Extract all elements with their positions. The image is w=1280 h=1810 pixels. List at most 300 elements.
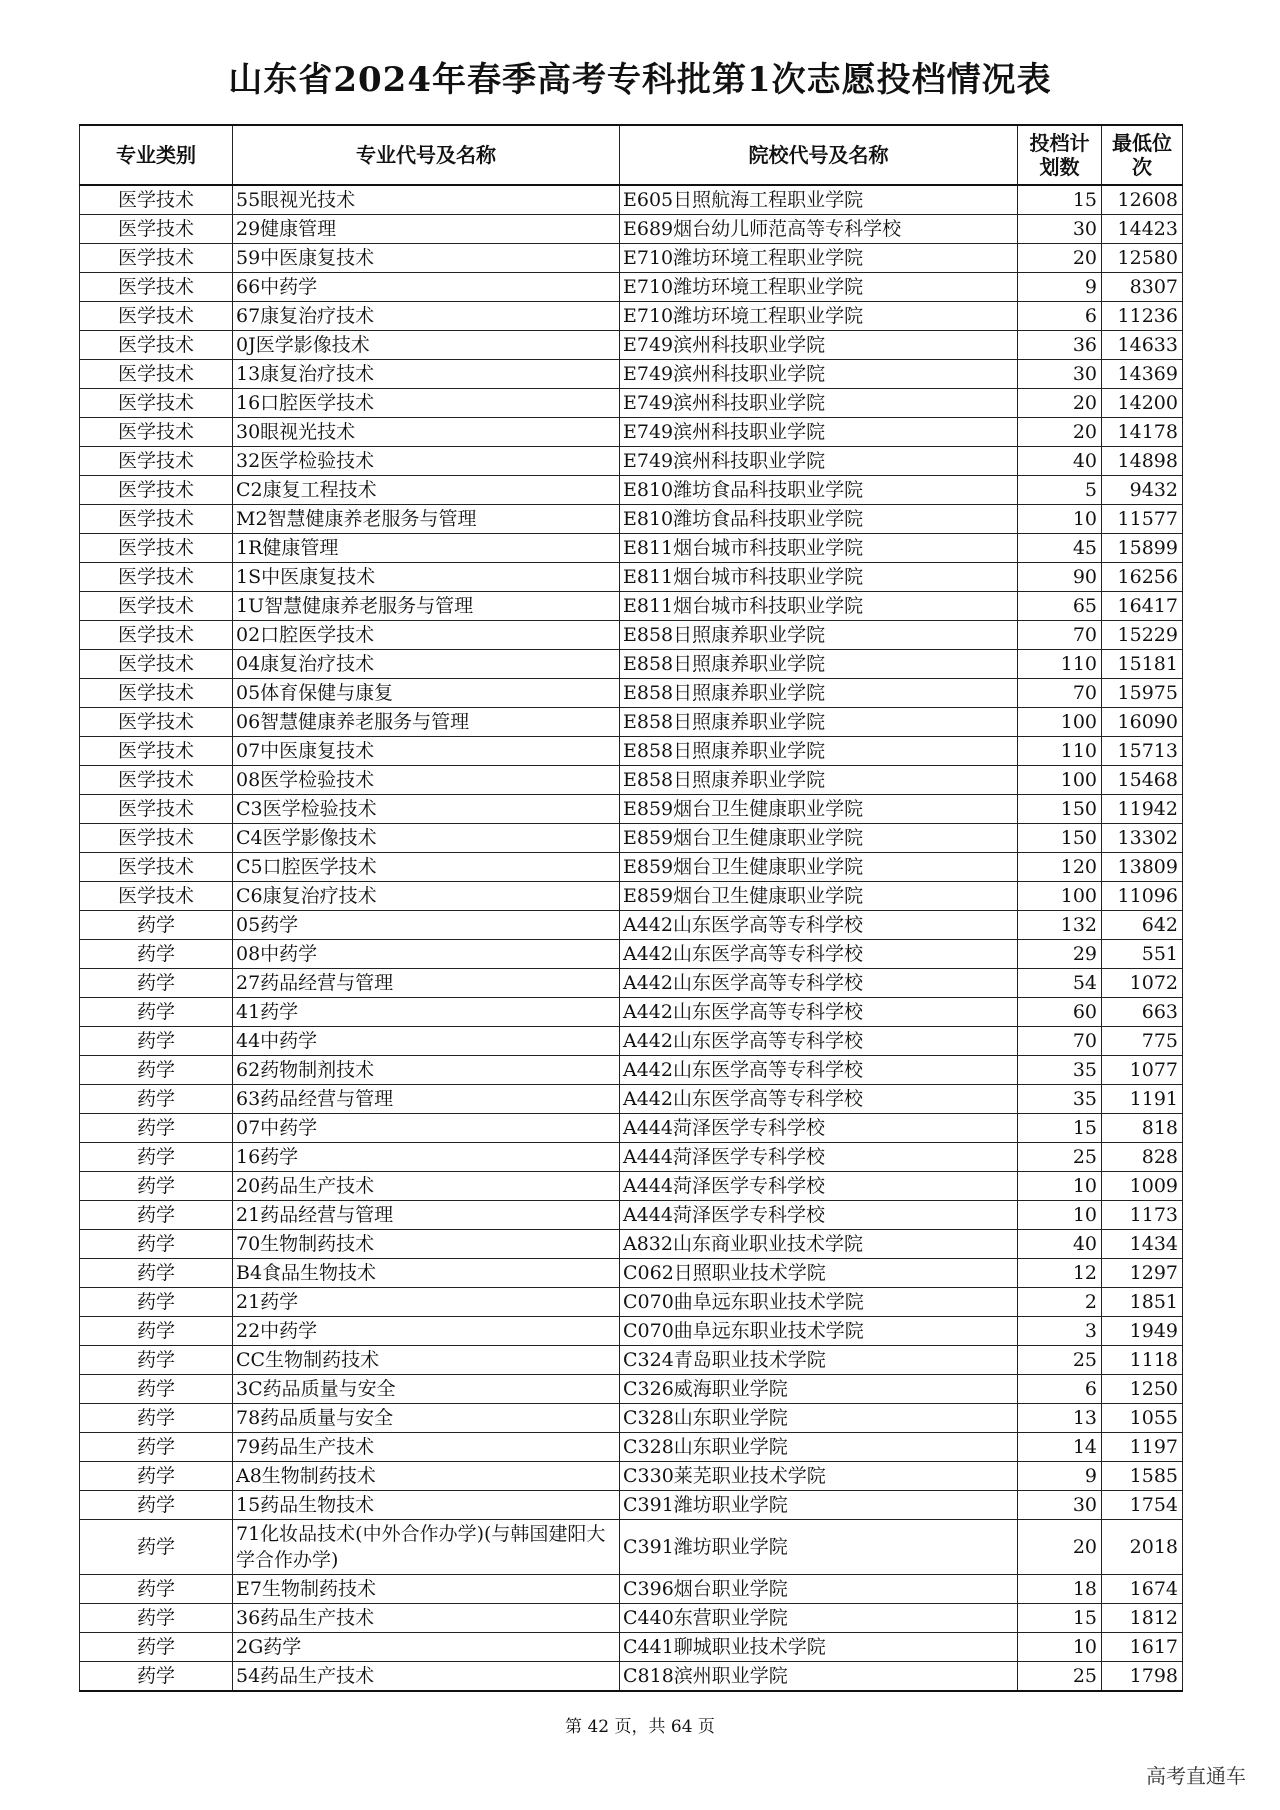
cell-category: 药学 — [80, 1404, 233, 1433]
cell-plan: 9 — [1018, 273, 1102, 302]
table-row — [80, 1346, 1183, 1375]
cell-school: A442山东医学高等专科学校 — [620, 1056, 1018, 1085]
cell-major: 07中药学 — [233, 1114, 620, 1143]
cell-school: E749滨州科技职业学院 — [620, 447, 1018, 476]
cell-rank: 16090 — [1102, 708, 1183, 737]
cell-major: 13康复治疗技术 — [233, 360, 620, 389]
cell-plan: 65 — [1018, 592, 1102, 621]
table-row — [80, 766, 1183, 795]
cell-major: 63药品经营与管理 — [233, 1085, 620, 1114]
table-row — [80, 1230, 1183, 1259]
header-plan: 投档计划数 — [1018, 125, 1102, 185]
header-rank: 最低位次 — [1102, 125, 1183, 185]
cell-rank: 1297 — [1102, 1259, 1183, 1288]
admission-table — [79, 124, 1183, 1692]
cell-school: A442山东医学高等专科学校 — [620, 911, 1018, 940]
cell-category: 医学技术 — [80, 244, 233, 273]
cell-rank: 9432 — [1102, 476, 1183, 505]
table-row — [80, 998, 1183, 1027]
cell-school: E858日照康养职业学院 — [620, 650, 1018, 679]
cell-major: 27药品经营与管理 — [233, 969, 620, 998]
cell-category: 药学 — [80, 1375, 233, 1404]
cell-school: E749滨州科技职业学院 — [620, 418, 1018, 447]
cell-school: C441聊城职业技术学院 — [620, 1633, 1018, 1662]
cell-category: 医学技术 — [80, 737, 233, 766]
page-footer: 第 42 页，共 64 页 — [565, 1717, 715, 1737]
cell-school: E710潍坊环境工程职业学院 — [620, 302, 1018, 331]
table-row — [80, 215, 1183, 244]
cell-school: A442山东医学高等专科学校 — [620, 1027, 1018, 1056]
cell-rank: 1118 — [1102, 1346, 1183, 1375]
cell-school: A442山东医学高等专科学校 — [620, 940, 1018, 969]
cell-plan: 35 — [1018, 1056, 1102, 1085]
cell-category: 医学技术 — [80, 302, 233, 331]
cell-rank: 2018 — [1102, 1520, 1183, 1575]
cell-rank: 16256 — [1102, 563, 1183, 592]
cell-major: 21药学 — [233, 1288, 620, 1317]
cell-school: C070曲阜远东职业技术学院 — [620, 1317, 1018, 1346]
cell-school: E811烟台城市科技职业学院 — [620, 592, 1018, 621]
cell-rank: 11942 — [1102, 795, 1183, 824]
cell-plan: 10 — [1018, 1172, 1102, 1201]
table-row — [80, 476, 1183, 505]
cell-rank: 1434 — [1102, 1230, 1183, 1259]
cell-school: A442山东医学高等专科学校 — [620, 998, 1018, 1027]
cell-major: C5口腔医学技术 — [233, 853, 620, 882]
cell-rank: 1585 — [1102, 1462, 1183, 1491]
cell-plan: 15 — [1018, 185, 1102, 215]
cell-rank: 642 — [1102, 911, 1183, 940]
cell-rank: 1173 — [1102, 1201, 1183, 1230]
cell-plan: 14 — [1018, 1433, 1102, 1462]
cell-plan: 10 — [1018, 505, 1102, 534]
table-header-row — [80, 125, 1183, 185]
table-row — [80, 795, 1183, 824]
cell-plan: 70 — [1018, 621, 1102, 650]
cell-major: 36药品生产技术 — [233, 1604, 620, 1633]
table-row — [80, 882, 1183, 911]
cell-rank: 13302 — [1102, 824, 1183, 853]
cell-school: A442山东医学高等专科学校 — [620, 969, 1018, 998]
cell-major: 15药品生物技术 — [233, 1491, 620, 1520]
cell-school: E749滨州科技职业学院 — [620, 360, 1018, 389]
cell-plan: 25 — [1018, 1143, 1102, 1172]
cell-school: C062日照职业技术学院 — [620, 1259, 1018, 1288]
cell-category: 药学 — [80, 1259, 233, 1288]
cell-rank: 663 — [1102, 998, 1183, 1027]
cell-major: 2G药学 — [233, 1633, 620, 1662]
cell-category: 药学 — [80, 1491, 233, 1520]
cell-plan: 13 — [1018, 1404, 1102, 1433]
cell-rank: 15229 — [1102, 621, 1183, 650]
cell-major: 05体育保健与康复 — [233, 679, 620, 708]
cell-rank: 1072 — [1102, 969, 1183, 998]
cell-school: E605日照航海工程职业学院 — [620, 185, 1018, 215]
cell-major: 08医学检验技术 — [233, 766, 620, 795]
cell-rank: 1812 — [1102, 1604, 1183, 1633]
cell-major: 55眼视光技术 — [233, 185, 620, 215]
cell-plan: 30 — [1018, 1491, 1102, 1520]
cell-category: 药学 — [80, 969, 233, 998]
cell-category: 医学技术 — [80, 592, 233, 621]
table-row — [80, 650, 1183, 679]
cell-plan: 18 — [1018, 1575, 1102, 1604]
cell-school: E710潍坊环境工程职业学院 — [620, 273, 1018, 302]
cell-school: E858日照康养职业学院 — [620, 708, 1018, 737]
cell-school: E689烟台幼儿师范高等专科学校 — [620, 215, 1018, 244]
table-row — [80, 969, 1183, 998]
cell-rank: 1754 — [1102, 1491, 1183, 1520]
cell-category: 医学技术 — [80, 853, 233, 882]
cell-category: 药学 — [80, 911, 233, 940]
cell-major: CC生物制药技术 — [233, 1346, 620, 1375]
cell-school: E858日照康养职业学院 — [620, 621, 1018, 650]
cell-plan: 40 — [1018, 447, 1102, 476]
cell-plan: 6 — [1018, 1375, 1102, 1404]
cell-plan: 90 — [1018, 563, 1102, 592]
table-row — [80, 1201, 1183, 1230]
table-row — [80, 505, 1183, 534]
table-row — [80, 1433, 1183, 1462]
cell-school: E858日照康养职业学院 — [620, 679, 1018, 708]
cell-plan: 20 — [1018, 418, 1102, 447]
watermark: 高考直通车 — [1146, 1764, 1246, 1788]
table-row — [80, 1491, 1183, 1520]
cell-plan: 15 — [1018, 1604, 1102, 1633]
cell-category: 医学技术 — [80, 476, 233, 505]
cell-plan: 100 — [1018, 882, 1102, 911]
cell-major: 79药品生产技术 — [233, 1433, 620, 1462]
table-row — [80, 1520, 1183, 1575]
cell-rank: 1191 — [1102, 1085, 1183, 1114]
cell-category: 药学 — [80, 1085, 233, 1114]
cell-plan: 40 — [1018, 1230, 1102, 1259]
table-row — [80, 679, 1183, 708]
table-row — [80, 185, 1183, 215]
cell-plan: 70 — [1018, 1027, 1102, 1056]
cell-rank: 11096 — [1102, 882, 1183, 911]
cell-rank: 13809 — [1102, 853, 1183, 882]
cell-category: 药学 — [80, 1172, 233, 1201]
cell-category: 医学技术 — [80, 534, 233, 563]
cell-major: 0J医学影像技术 — [233, 331, 620, 360]
table-row — [80, 940, 1183, 969]
cell-plan: 5 — [1018, 476, 1102, 505]
cell-rank: 15468 — [1102, 766, 1183, 795]
cell-school: C326威海职业学院 — [620, 1375, 1018, 1404]
cell-plan: 10 — [1018, 1633, 1102, 1662]
cell-plan: 20 — [1018, 389, 1102, 418]
cell-rank: 16417 — [1102, 592, 1183, 621]
cell-school: C330莱芜职业技术学院 — [620, 1462, 1018, 1491]
cell-plan: 35 — [1018, 1085, 1102, 1114]
cell-category: 医学技术 — [80, 824, 233, 853]
cell-major: 22中药学 — [233, 1317, 620, 1346]
cell-plan: 36 — [1018, 331, 1102, 360]
cell-category: 医学技术 — [80, 215, 233, 244]
table-row — [80, 244, 1183, 273]
cell-major: 44中药学 — [233, 1027, 620, 1056]
cell-rank: 1250 — [1102, 1375, 1183, 1404]
table-row — [80, 1375, 1183, 1404]
cell-major: 08中药学 — [233, 940, 620, 969]
cell-major: B4食品生物技术 — [233, 1259, 620, 1288]
table-row — [80, 1288, 1183, 1317]
cell-category: 药学 — [80, 1114, 233, 1143]
table-row — [80, 708, 1183, 737]
cell-category: 药学 — [80, 1433, 233, 1462]
cell-category: 药学 — [80, 1143, 233, 1172]
cell-major: 30眼视光技术 — [233, 418, 620, 447]
header-major: 专业代号及名称 — [233, 125, 620, 185]
cell-school: A444菏泽医学专科学校 — [620, 1172, 1018, 1201]
cell-rank: 14178 — [1102, 418, 1183, 447]
cell-plan: 100 — [1018, 766, 1102, 795]
table-row — [80, 418, 1183, 447]
cell-major: A8生物制药技术 — [233, 1462, 620, 1491]
cell-plan: 70 — [1018, 679, 1102, 708]
cell-plan: 9 — [1018, 1462, 1102, 1491]
table-row — [80, 911, 1183, 940]
table-row — [80, 1143, 1183, 1172]
table-row — [80, 534, 1183, 563]
cell-major: 21药品经营与管理 — [233, 1201, 620, 1230]
cell-major: 07中医康复技术 — [233, 737, 620, 766]
table-row — [80, 1085, 1183, 1114]
cell-category: 医学技术 — [80, 621, 233, 650]
cell-school: A444菏泽医学专科学校 — [620, 1143, 1018, 1172]
cell-major: 32医学检验技术 — [233, 447, 620, 476]
table-row — [80, 389, 1183, 418]
cell-category: 医学技术 — [80, 418, 233, 447]
cell-category: 药学 — [80, 1633, 233, 1662]
cell-rank: 551 — [1102, 940, 1183, 969]
cell-plan: 100 — [1018, 708, 1102, 737]
table-row — [80, 853, 1183, 882]
table-row — [80, 360, 1183, 389]
cell-school: C328山东职业学院 — [620, 1433, 1018, 1462]
cell-category: 医学技术 — [80, 505, 233, 534]
cell-school: E858日照康养职业学院 — [620, 737, 1018, 766]
cell-rank: 14369 — [1102, 360, 1183, 389]
table-row — [80, 1056, 1183, 1085]
cell-rank: 1055 — [1102, 1404, 1183, 1433]
cell-school: C324青岛职业技术学院 — [620, 1346, 1018, 1375]
table-row — [80, 1462, 1183, 1491]
cell-rank: 1798 — [1102, 1662, 1183, 1692]
cell-major: 59中医康复技术 — [233, 244, 620, 273]
cell-school: E858日照康养职业学院 — [620, 766, 1018, 795]
cell-category: 药学 — [80, 1575, 233, 1604]
cell-school: C391潍坊职业学院 — [620, 1520, 1018, 1575]
cell-category: 药学 — [80, 998, 233, 1027]
cell-category: 医学技术 — [80, 679, 233, 708]
cell-major: C6康复治疗技术 — [233, 882, 620, 911]
cell-rank: 15713 — [1102, 737, 1183, 766]
cell-plan: 110 — [1018, 737, 1102, 766]
cell-plan: 30 — [1018, 360, 1102, 389]
cell-major: 70生物制药技术 — [233, 1230, 620, 1259]
table-row — [80, 1662, 1183, 1692]
cell-rank: 14423 — [1102, 215, 1183, 244]
cell-major: 66中药学 — [233, 273, 620, 302]
cell-rank: 12580 — [1102, 244, 1183, 273]
cell-category: 医学技术 — [80, 273, 233, 302]
cell-school: E859烟台卫生健康职业学院 — [620, 824, 1018, 853]
cell-category: 医学技术 — [80, 389, 233, 418]
cell-category: 药学 — [80, 1317, 233, 1346]
cell-plan: 20 — [1018, 1520, 1102, 1575]
cell-plan: 20 — [1018, 244, 1102, 273]
cell-plan: 2 — [1018, 1288, 1102, 1317]
cell-category: 医学技术 — [80, 447, 233, 476]
cell-plan: 30 — [1018, 215, 1102, 244]
cell-plan: 12 — [1018, 1259, 1102, 1288]
cell-plan: 6 — [1018, 302, 1102, 331]
header-category: 专业类别 — [80, 125, 233, 185]
cell-category: 药学 — [80, 1230, 233, 1259]
cell-plan: 25 — [1018, 1346, 1102, 1375]
cell-plan: 3 — [1018, 1317, 1102, 1346]
cell-plan: 60 — [1018, 998, 1102, 1027]
cell-category: 医学技术 — [80, 185, 233, 215]
cell-major: 41药学 — [233, 998, 620, 1027]
cell-major: 1R健康管理 — [233, 534, 620, 563]
cell-rank: 8307 — [1102, 273, 1183, 302]
cell-rank: 1197 — [1102, 1433, 1183, 1462]
cell-school: E859烟台卫生健康职业学院 — [620, 853, 1018, 882]
cell-rank: 14898 — [1102, 447, 1183, 476]
cell-school: E859烟台卫生健康职业学院 — [620, 882, 1018, 911]
cell-category: 医学技术 — [80, 331, 233, 360]
cell-major: 78药品质量与安全 — [233, 1404, 620, 1433]
cell-school: A444菏泽医学专科学校 — [620, 1114, 1018, 1143]
cell-category: 药学 — [80, 940, 233, 969]
cell-major: C4医学影像技术 — [233, 824, 620, 853]
cell-plan: 29 — [1018, 940, 1102, 969]
table-row — [80, 331, 1183, 360]
cell-category: 医学技术 — [80, 650, 233, 679]
cell-major: 04康复治疗技术 — [233, 650, 620, 679]
cell-major: 16口腔医学技术 — [233, 389, 620, 418]
cell-school: C440东营职业学院 — [620, 1604, 1018, 1633]
cell-category: 药学 — [80, 1288, 233, 1317]
table-row — [80, 1317, 1183, 1346]
cell-school: E810潍坊食品科技职业学院 — [620, 505, 1018, 534]
cell-category: 药学 — [80, 1346, 233, 1375]
cell-plan: 25 — [1018, 1662, 1102, 1692]
table-row — [80, 1259, 1183, 1288]
cell-plan: 110 — [1018, 650, 1102, 679]
cell-rank: 11577 — [1102, 505, 1183, 534]
cell-rank: 14200 — [1102, 389, 1183, 418]
cell-major: 1U智慧健康养老服务与管理 — [233, 592, 620, 621]
table-row — [80, 621, 1183, 650]
cell-school: C818滨州职业学院 — [620, 1662, 1018, 1692]
cell-major: C2康复工程技术 — [233, 476, 620, 505]
cell-major: 54药品生产技术 — [233, 1662, 620, 1692]
cell-school: E810潍坊食品科技职业学院 — [620, 476, 1018, 505]
header-school: 院校代号及名称 — [620, 125, 1018, 185]
cell-rank: 15975 — [1102, 679, 1183, 708]
cell-major: 05药学 — [233, 911, 620, 940]
cell-rank: 1077 — [1102, 1056, 1183, 1085]
table-row — [80, 1114, 1183, 1143]
cell-category: 医学技术 — [80, 563, 233, 592]
table-row — [80, 1404, 1183, 1433]
table-row — [80, 1027, 1183, 1056]
cell-rank: 1009 — [1102, 1172, 1183, 1201]
table-row — [80, 592, 1183, 621]
cell-major: 3C药品质量与安全 — [233, 1375, 620, 1404]
table-row — [80, 1633, 1183, 1662]
cell-major: 62药物制剂技术 — [233, 1056, 620, 1085]
table-row — [80, 1172, 1183, 1201]
cell-school: C391潍坊职业学院 — [620, 1491, 1018, 1520]
cell-major: 16药学 — [233, 1143, 620, 1172]
cell-category: 药学 — [80, 1520, 233, 1575]
cell-rank: 1617 — [1102, 1633, 1183, 1662]
table-row — [80, 302, 1183, 331]
table-row — [80, 1604, 1183, 1633]
cell-plan: 45 — [1018, 534, 1102, 563]
cell-plan: 132 — [1018, 911, 1102, 940]
cell-major: 1S中医康复技术 — [233, 563, 620, 592]
cell-category: 医学技术 — [80, 708, 233, 737]
table-row — [80, 273, 1183, 302]
cell-category: 药学 — [80, 1662, 233, 1692]
cell-school: E811烟台城市科技职业学院 — [620, 563, 1018, 592]
cell-category: 药学 — [80, 1056, 233, 1085]
cell-category: 医学技术 — [80, 766, 233, 795]
cell-category: 医学技术 — [80, 882, 233, 911]
cell-school: C396烟台职业学院 — [620, 1575, 1018, 1604]
cell-category: 药学 — [80, 1201, 233, 1230]
table-row — [80, 1575, 1183, 1604]
table-row — [80, 824, 1183, 853]
cell-school: E749滨州科技职业学院 — [620, 331, 1018, 360]
cell-major: 20药品生产技术 — [233, 1172, 620, 1201]
cell-rank: 775 — [1102, 1027, 1183, 1056]
cell-category: 医学技术 — [80, 795, 233, 824]
cell-rank: 1949 — [1102, 1317, 1183, 1346]
cell-major: 67康复治疗技术 — [233, 302, 620, 331]
cell-school: A444菏泽医学专科学校 — [620, 1201, 1018, 1230]
cell-rank: 1674 — [1102, 1575, 1183, 1604]
cell-school: E811烟台城市科技职业学院 — [620, 534, 1018, 563]
cell-category: 药学 — [80, 1027, 233, 1056]
cell-plan: 15 — [1018, 1114, 1102, 1143]
cell-category: 药学 — [80, 1462, 233, 1491]
cell-school: C328山东职业学院 — [620, 1404, 1018, 1433]
table-row — [80, 737, 1183, 766]
cell-plan: 120 — [1018, 853, 1102, 882]
cell-major: E7生物制药技术 — [233, 1575, 620, 1604]
page-title: 山东省2024年春季高考专科批第1次志愿投档情况表 — [228, 60, 1052, 100]
cell-school: E749滨州科技职业学院 — [620, 389, 1018, 418]
cell-major: 06智慧健康养老服务与管理 — [233, 708, 620, 737]
cell-major: 71化妆品技术(中外合作办学)(与韩国建阳大学合作办学) — [233, 1520, 620, 1575]
table-body — [80, 185, 1183, 1691]
cell-school: C070曲阜远东职业技术学院 — [620, 1288, 1018, 1317]
cell-school: A832山东商业职业技术学院 — [620, 1230, 1018, 1259]
cell-major: M2智慧健康养老服务与管理 — [233, 505, 620, 534]
table-row — [80, 563, 1183, 592]
cell-plan: 54 — [1018, 969, 1102, 998]
cell-school: E859烟台卫生健康职业学院 — [620, 795, 1018, 824]
cell-plan: 150 — [1018, 824, 1102, 853]
cell-major: 02口腔医学技术 — [233, 621, 620, 650]
